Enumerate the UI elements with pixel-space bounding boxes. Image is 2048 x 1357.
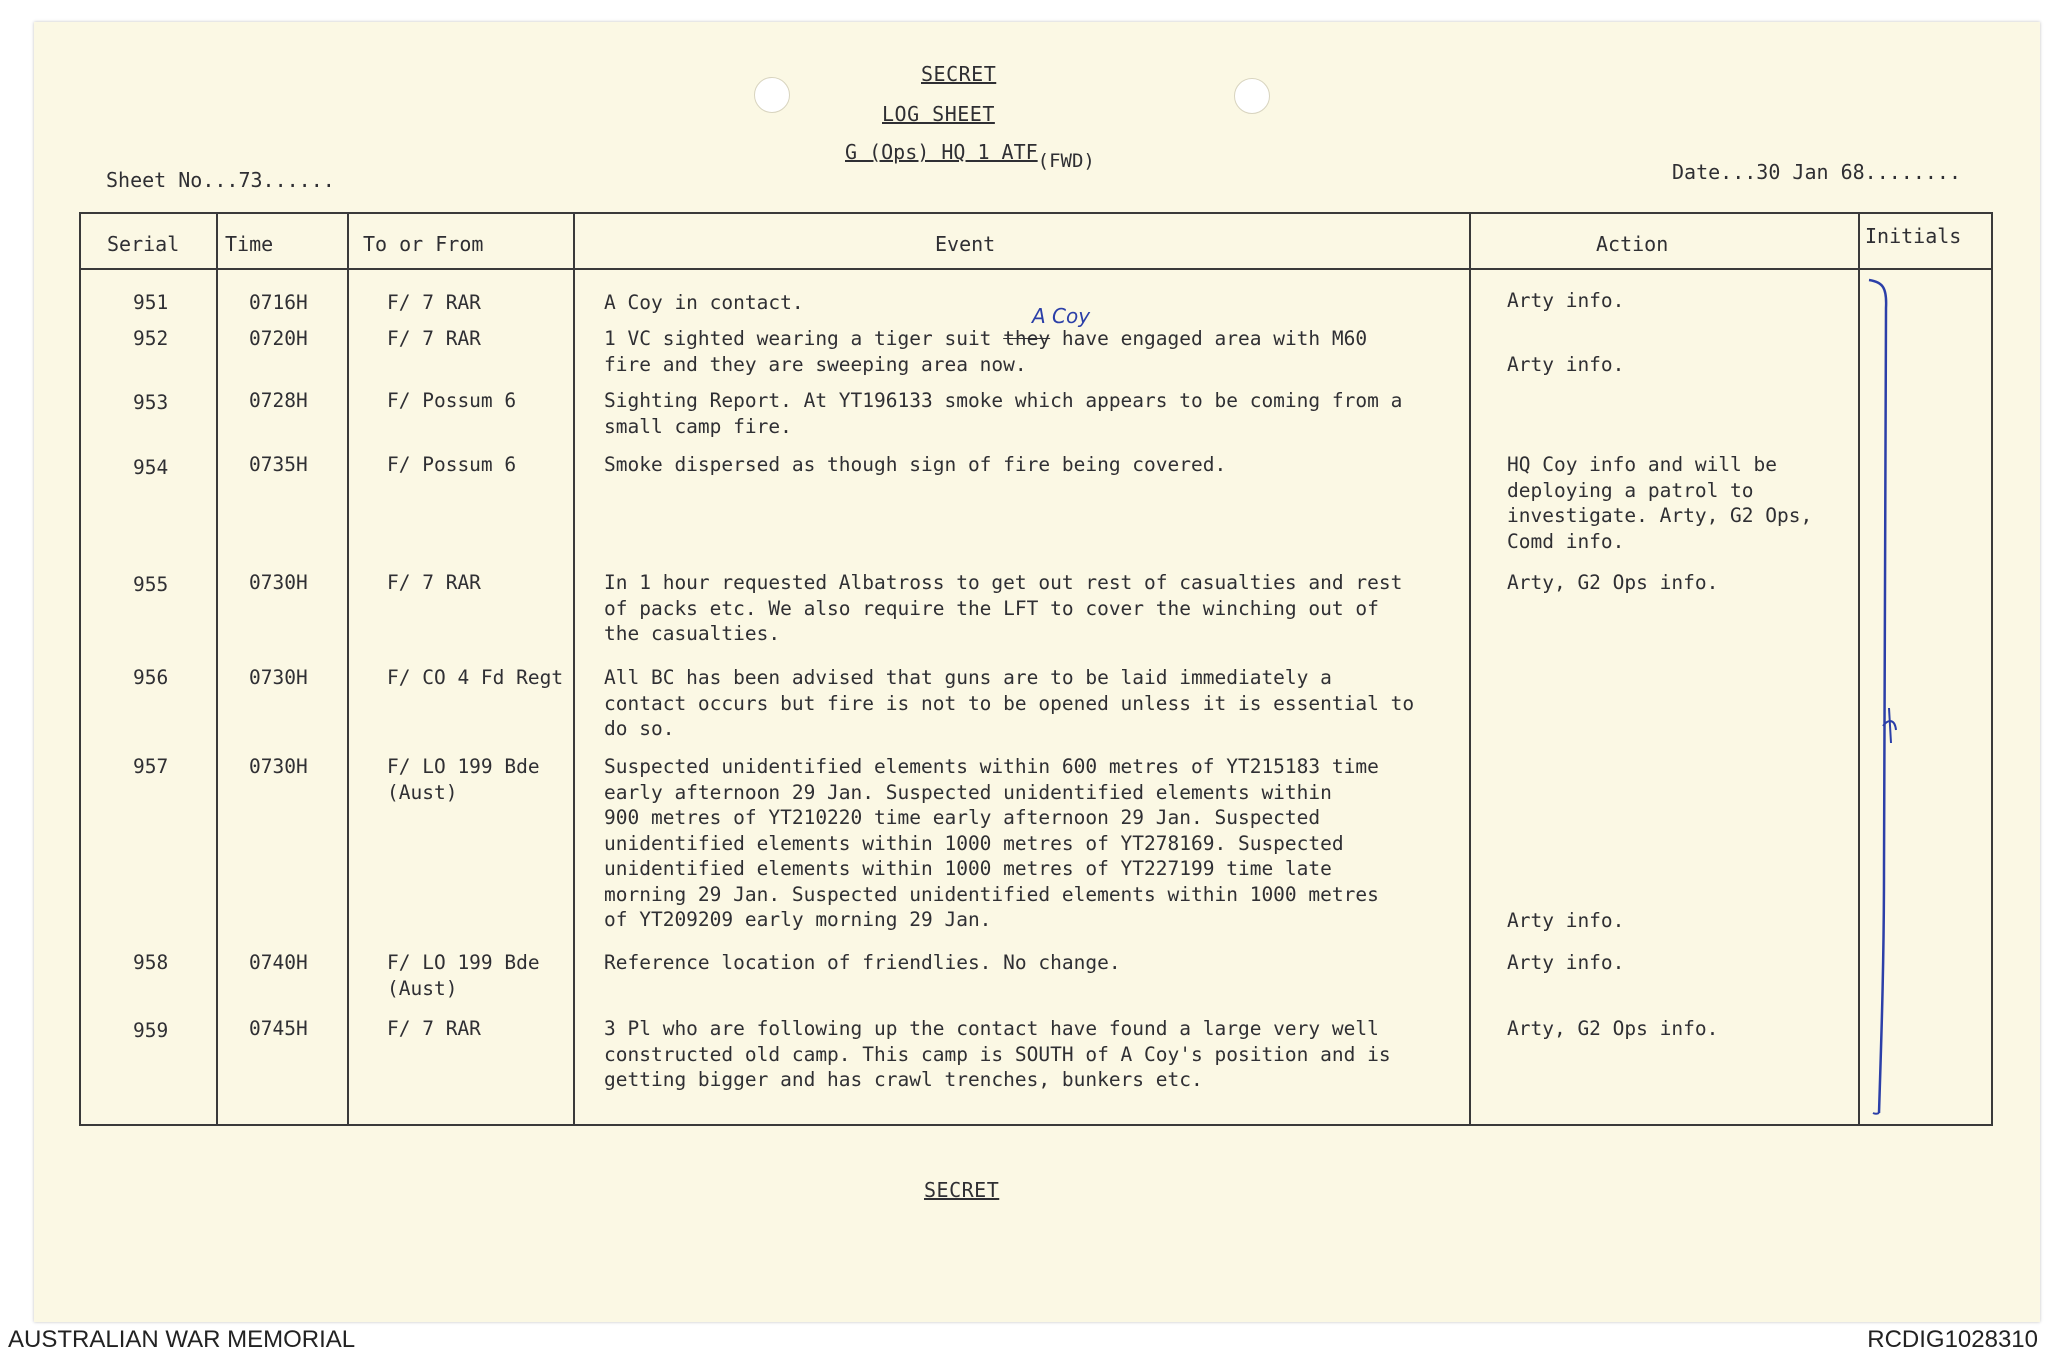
row-952-event-part-a: 1 VC sighted wearing a tiger suit xyxy=(604,327,1004,350)
row-957-from: F/ LO 199 Bde (Aust) xyxy=(387,755,540,804)
row-952-action: Arty info. xyxy=(1507,353,1625,376)
sheet-number: 73 xyxy=(238,168,263,192)
col-divider-time xyxy=(347,212,349,1124)
row-953-serial: 953 xyxy=(133,391,169,414)
document-title: LOG SHEET xyxy=(882,102,995,126)
row-954-serial: 954 xyxy=(133,456,169,479)
row-953-from: F/ Possum 6 xyxy=(387,389,517,412)
row-953-time: 0728H xyxy=(249,389,308,412)
punch-hole-right xyxy=(1234,78,1270,114)
date-dots: ........ xyxy=(1864,160,1961,184)
row-956-time: 0730H xyxy=(249,666,308,689)
row-958-time: 0740H xyxy=(249,951,308,974)
date-label: Date... xyxy=(1672,160,1757,184)
classification-bottom: SECRET xyxy=(924,1178,1000,1202)
row-956-serial: 956 xyxy=(133,666,169,689)
row-951-event: A Coy in contact. xyxy=(604,291,804,314)
unit-suffix: (FWD) xyxy=(1037,150,1095,172)
punch-hole-left xyxy=(754,77,790,113)
row-955-from: F/ 7 RAR xyxy=(387,571,481,594)
row-953-event: Sighting Report. At YT196133 smoke which appears to be coming from a small camp fire. xyxy=(604,389,1403,438)
row-957-time: 0730H xyxy=(249,755,308,778)
row-951-time: 0716H xyxy=(249,291,308,314)
row-954-time: 0735H xyxy=(249,453,308,476)
row-958-action: Arty info. xyxy=(1507,951,1625,974)
row-955-action: Arty, G2 Ops info. xyxy=(1507,571,1719,594)
row-955-event: In 1 hour requested Albatross to get out rest of casualties and rest of packs etc. We also require the LFT to cover the winching out of the casualties. xyxy=(604,571,1403,645)
row-959-from: F/ 7 RAR xyxy=(387,1017,481,1040)
col-header-initials: Initials xyxy=(1865,224,1962,248)
archive-credit: AUSTRALIAN WAR MEMORIAL xyxy=(8,1326,356,1353)
row-952-time: 0720H xyxy=(249,327,308,350)
row-957-event: Suspected unidentified elements within 600 metres of YT215183 time early afternoon 29 Jan. Suspected unidentified elements within 900 metres of YT210220 time early afternoon 29 Jan. Suspected unidentified elements within 1000 metres of YT278169. Suspected unidentified elements within 1000 metres of YT227199 time late morning 29 Jan. Suspected unidentified elements within 1000 metres of YT209209 early morning 29 Jan. xyxy=(604,755,1379,931)
row-957-action: Arty info. xyxy=(1507,909,1625,932)
col-header-time: Time xyxy=(225,232,274,256)
row-951-action: Arty info. xyxy=(1507,289,1625,312)
row-954-action: HQ Coy info and will be deploying a patrol to investigate. Arty, G2 Ops, Comd info. xyxy=(1507,453,1813,553)
row-956-from: F/ CO 4 Fd Regt xyxy=(387,666,564,689)
row-954-from: F/ Possum 6 xyxy=(387,453,517,476)
row-955-time: 0730H xyxy=(249,571,308,594)
sheet-number-line xyxy=(106,168,335,192)
row-954-event: Smoke dispersed as though sign of fire being covered. xyxy=(604,453,1227,476)
sheet-dots: ...... xyxy=(262,168,335,192)
log-table xyxy=(79,212,1993,1126)
date-line xyxy=(1672,160,1961,184)
row-952-from: F/ 7 RAR xyxy=(387,327,481,350)
row-959-serial: 959 xyxy=(133,1019,169,1042)
row-959-action: Arty, G2 Ops info. xyxy=(1507,1017,1719,1040)
table-top-rule xyxy=(81,212,1991,214)
header-bottom-rule xyxy=(81,268,1991,270)
row-955-serial: 955 xyxy=(133,573,169,596)
col-header-action: Action xyxy=(1596,232,1669,256)
col-divider-from xyxy=(573,212,575,1124)
row-956-event: All BC has been advised that guns are to be laid immediately a contact occurs but fire is not to be opened unless it is essential to do so. xyxy=(604,666,1415,740)
col-divider-action xyxy=(1858,212,1860,1124)
classification-top: SECRET xyxy=(921,62,997,86)
row-959-event: 3 Pl who are following up the contact have found a large very well constructed old camp. This camp is SOUTH of A Coy's position and is getting bigger and has crawl trenches, bunkers etc. xyxy=(604,1017,1391,1091)
col-header-to-from: To or From xyxy=(363,232,484,256)
col-divider-serial xyxy=(216,212,218,1124)
row-952-struck-word: they xyxy=(1003,327,1051,350)
row-959-time: 0745H xyxy=(249,1017,308,1040)
date-value: 30 Jan 68 xyxy=(1756,160,1865,184)
row-958-from: F/ LO 199 Bde (Aust) xyxy=(387,951,540,1000)
initials-bracket-mark xyxy=(1861,268,1961,1124)
row-952-event xyxy=(604,326,1367,377)
row-951-from: F/ 7 RAR xyxy=(387,291,481,314)
row-958-event: Reference location of friendlies. No change. xyxy=(604,951,1121,974)
row-951-serial: 951 xyxy=(133,291,169,314)
col-header-event: Event xyxy=(935,232,996,256)
unit-line xyxy=(845,140,1095,172)
row-952-serial: 952 xyxy=(133,327,169,350)
row-957-serial: 957 xyxy=(133,755,169,778)
col-header-serial: Serial xyxy=(107,232,180,256)
row-952-event-part-b: have engaged area with M60 fire and they are sweeping area now. xyxy=(604,327,1368,376)
unit-name: G (Ops) HQ 1 ATF xyxy=(845,140,1038,164)
row-952-handwritten-insert: A Coy xyxy=(1032,304,1091,328)
row-958-serial: 958 xyxy=(133,951,169,974)
sheet-label: Sheet No... xyxy=(106,168,239,192)
archive-reference: RCDIG1028310 xyxy=(1867,1326,2038,1353)
col-divider-event xyxy=(1469,212,1471,1124)
